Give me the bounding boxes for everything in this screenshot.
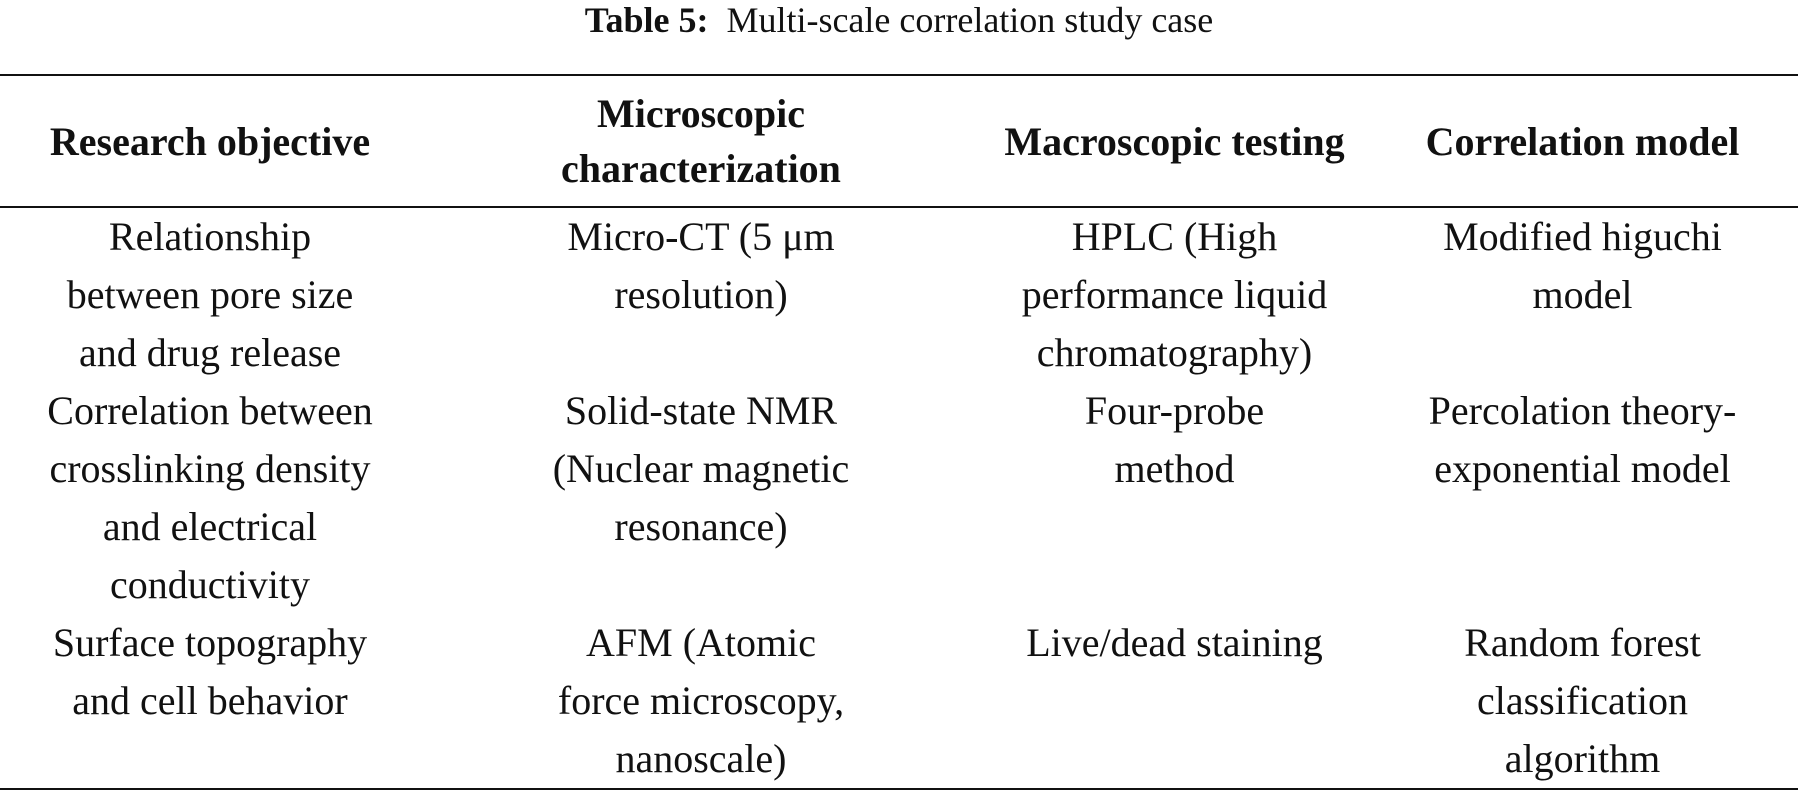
table-row xyxy=(0,614,1798,789)
header-research-objective: Research objective xyxy=(49,118,371,164)
table-row xyxy=(0,382,1798,614)
cell-correlation-model: Random forest classification algorithm xyxy=(1464,620,1701,781)
cell-microscopic-characterization: Solid-state NMR (Nuclear magnetic resonance) xyxy=(552,388,850,549)
cell-correlation-model: Percolation theory-exponential model xyxy=(1428,388,1737,491)
header-macroscopic-testing: Macroscopic testing xyxy=(1004,118,1345,164)
table-row xyxy=(0,207,1798,382)
header-correlation-model: Correlation model xyxy=(1425,118,1740,164)
header-row xyxy=(0,75,1798,207)
cell-microscopic-characterization: Micro-CT (5 μm resolution) xyxy=(567,214,835,317)
table-container xyxy=(0,74,1798,790)
cell-research-objective: Correlation between crosslinking density and electrical conductivity xyxy=(47,388,373,607)
correlation-table xyxy=(0,74,1798,790)
cell-microscopic-characterization: AFM (Atomic force microscopy, nanoscale) xyxy=(557,620,845,781)
cell-macroscopic-testing: Four-probe method xyxy=(1084,388,1265,491)
cell-macroscopic-testing: HPLC (High performance liquid chromatography) xyxy=(1021,214,1328,375)
table-body xyxy=(0,207,1798,789)
cell-macroscopic-testing: Live/dead staining xyxy=(1026,620,1323,665)
table-caption-text: Multi-scale correlation study case xyxy=(726,0,1214,40)
table-header xyxy=(0,75,1798,207)
cell-research-objective: Surface topography and cell behavior xyxy=(52,620,368,723)
table-caption xyxy=(0,0,1798,46)
table-caption-label: Table 5: xyxy=(584,0,709,40)
cell-research-objective: Relationship between pore size and drug release xyxy=(66,214,354,375)
cell-correlation-model: Modified higuchi model xyxy=(1443,214,1722,317)
header-microscopic-characterization: Microscopic characterization xyxy=(561,91,841,191)
